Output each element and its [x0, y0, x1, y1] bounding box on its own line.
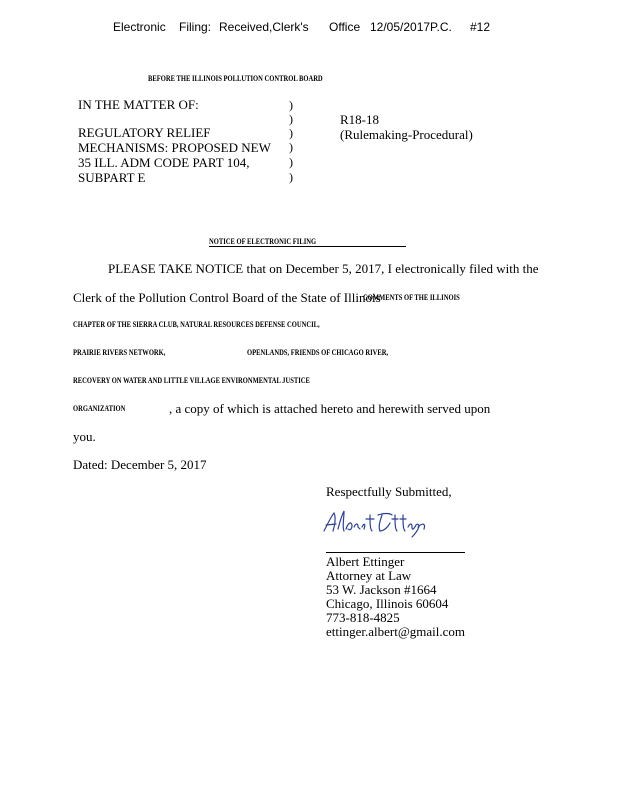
caption-line: SUBPART E [78, 170, 146, 185]
filing-stamp-received: Received,Clerk's [219, 20, 309, 34]
body-line-1: PLEASE TAKE NOTICE that on December 5, 2017, I electronically filed with the [108, 261, 539, 276]
case-type: (Rulemaking-Procedural) [340, 127, 473, 142]
body-line-6-rest: , a copy of which is attached hereto and herewith served upon [169, 401, 491, 416]
notice-title: NOTICE OF ELECTRONIC FILING [209, 237, 317, 246]
body-line-4a-filing-name: PRAIRIE RIVERS NETWORK, [73, 348, 166, 357]
body-line-2: Clerk of the Pollution Control Board of the State of Illinois [73, 290, 381, 305]
caption-paren: ) [289, 155, 293, 169]
body-line-3-filing-name: CHAPTER OF THE SIERRA CLUB, NATURAL RESOURCES DEFENSE COUNCIL, [73, 320, 320, 329]
filing-stamp-filing: Filing: [179, 20, 212, 34]
caption-line: MECHANISMS: PROPOSED NEW [78, 140, 271, 155]
caption-line: 35 ILL. ADM CODE PART 104, [78, 155, 250, 170]
caption-paren: ) [289, 112, 293, 126]
caption-paren: ) [289, 98, 293, 112]
email-address: ettinger.albert@gmail.com [326, 624, 466, 639]
body-line-7: you. [73, 429, 96, 444]
filing-stamp-number: #12 [470, 20, 491, 34]
body-line-2-filing-name: COMMENTS OF THE ILLINOIS [363, 293, 460, 302]
handwritten-signature [318, 505, 428, 539]
address-line-2: Chicago, Illinois 60604 [326, 596, 449, 611]
filing-stamp-office: Office [329, 20, 361, 34]
case-number: R18-18 [340, 112, 379, 127]
board-title: BEFORE THE ILLINOIS POLLUTION CONTROL BOARD [148, 74, 323, 83]
caption-paren: ) [289, 140, 293, 154]
phone-number: 773-818-4825 [326, 610, 400, 625]
address-line-1: 53 W. Jackson #1664 [326, 582, 437, 597]
dated-line: Dated: December 5, 2017 [73, 457, 207, 472]
body-line-6-filing-name: ORGANIZATION [73, 404, 126, 413]
caption-paren: ) [289, 170, 293, 184]
body-line-4b-filing-name: OPENLANDS, FRIENDS OF CHICAGO RIVER, [247, 348, 389, 357]
filing-stamp-electronic: Electronic [113, 20, 166, 34]
closing: Respectfully Submitted, [326, 484, 452, 499]
attorney-title: Attorney at Law [326, 568, 412, 583]
caption-line: IN THE MATTER OF: [78, 97, 199, 112]
attorney-name: Albert Ettinger [326, 554, 405, 569]
signature-line [326, 552, 465, 553]
filing-stamp-date: 12/05/2017P.C. [370, 20, 452, 34]
notice-title-underline [209, 246, 406, 247]
body-line-5-filing-name: RECOVERY ON WATER AND LITTLE VILLAGE ENVIRONMENTAL JUSTICE [73, 376, 310, 385]
caption-line: REGULATORY RELIEF [78, 125, 211, 140]
caption-paren: ) [289, 126, 293, 140]
